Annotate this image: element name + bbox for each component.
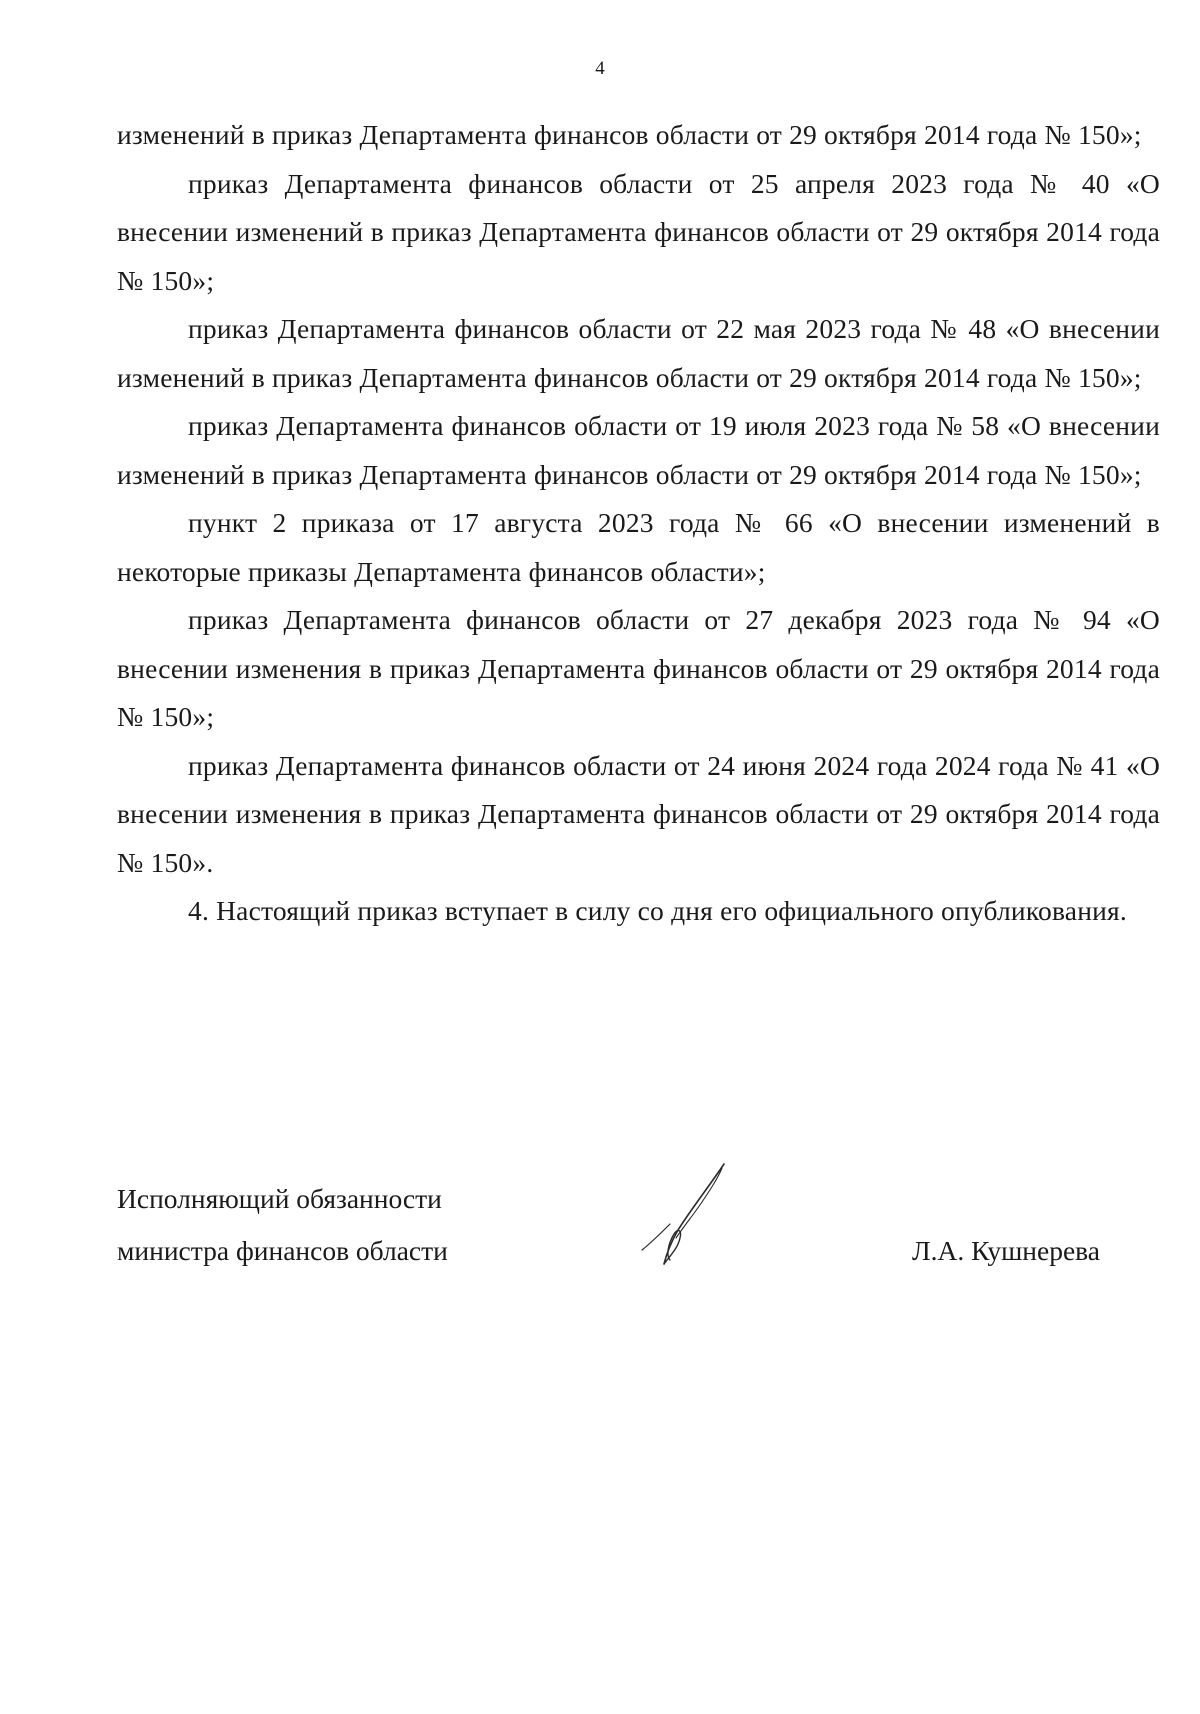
signer-name: Л.А. Кушнерева <box>911 1235 1100 1266</box>
document-body <box>117 111 1160 936</box>
handwritten-signature-icon <box>640 1160 750 1270</box>
signer-position-line2: министра финансов области <box>117 1235 448 1266</box>
paragraph-7: 4. Настоящий приказ вступает в силу со дня его официального опубликования. <box>188 895 1127 926</box>
signer-position <box>117 1173 448 1277</box>
page-number: 4 <box>595 58 605 79</box>
paragraph-1: приказ Департамента финансов области от 25 апреля 2023 года № 40 «О внесении изменений в приказ Департамента финансов области от 29 октября 2014 года № 150»; <box>117 167 1160 296</box>
paragraph-0: изменений в приказ Департамента финансов области от 29 октября 2014 года № 150»; <box>117 119 1142 150</box>
paragraph-3: приказ Департамента финансов области от 19 июля 2023 года № 58 «О внесении изменений в приказ Департамента финансов области от 29 октября 2014 года № 150»; <box>117 410 1160 490</box>
paragraph-6: приказ Департамента финансов области от 24 июня 2024 года 2024 года № 41 «О внесении изменения в приказ Департамента финансов области от 29 октября 2014 года № 150». <box>117 749 1160 878</box>
paragraph-4: пункт 2 приказа от 17 августа 2023 года № 66 «О внесении изменений в некоторые приказы Департамента финансов области»; <box>117 507 1160 587</box>
signer-position-line1: Исполняющий обязанности <box>117 1183 442 1214</box>
paragraph-5: приказ Департамента финансов области от 27 декабря 2023 года № 94 «О внесении изменения в приказ Департамента финансов области от 29 октября 2014 года № 150»; <box>117 604 1160 732</box>
paragraph-2: приказ Департамента финансов области от 22 мая 2023 года № 48 «О внесении изменений в приказ Департамента финансов области от 29 октября 2014 года № 150»; <box>117 313 1160 393</box>
